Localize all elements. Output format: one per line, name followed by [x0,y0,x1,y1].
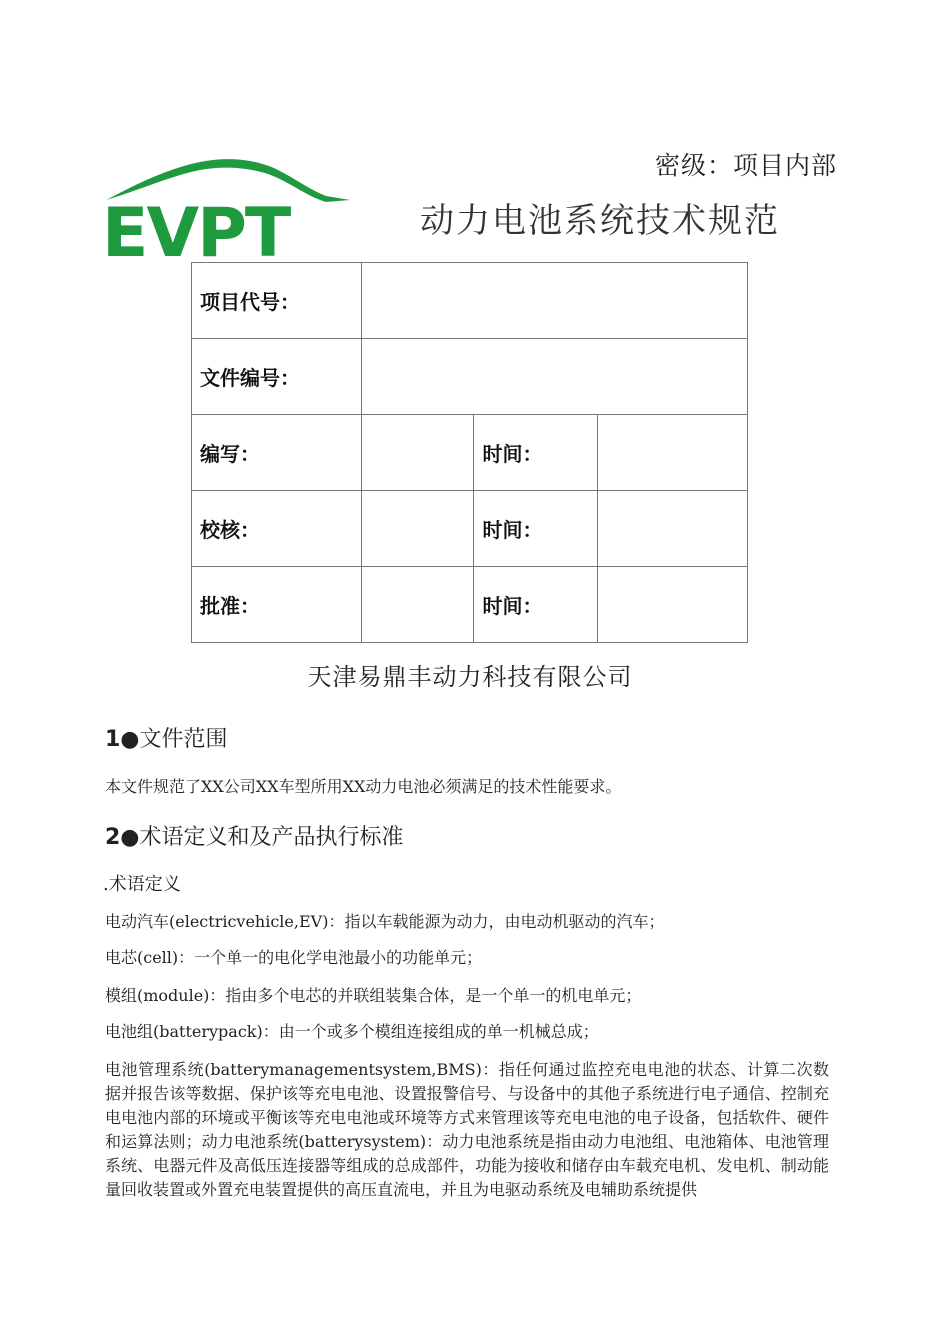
table-row [192,263,748,339]
section-1-text: 本文件规范了XX公司XX车型所用XX动力电池必须满足的技术性能要求。 [105,777,622,796]
approver-label: 批准： [192,567,362,643]
section-2-heading [105,820,404,851]
logo-wordmark: EVPT [102,194,290,262]
document-title: 动力电池系统技术规范 [420,201,780,241]
term-definitions-subheading: .术语定义 [103,874,181,895]
writer-value [361,415,474,491]
term-battery-pack: 电池组(batterypack)：由一个或多个模组连接组成的单一机械总成； [105,1022,599,1041]
company-name: 天津易鼎丰动力科技有限公司 [307,663,633,691]
approver-value [361,567,474,643]
writer-time-value [598,415,748,491]
project-code-value [361,263,747,339]
checker-time-label: 时间： [474,491,598,567]
table-row [192,567,748,643]
section-1-title: 文件范围 [139,727,228,752]
term-bms-and-battery-system: 电池管理系统(batterymanagementsystem,BMS)：指任何通过监控充电电池的状态、计算二次数据并报告该等数据、保护该等充电电池、设置报警信号、与设备中的其他子系统进行电子通信、控制充电电池内部的环境或平衡该等充电电池或环境等方式来管理该等充电电池的电子设备，包括软件、硬件和运算法则；动力电池系统(batterysystem)：动力电池系统是指由动力电池组、电池箱体、电池管理系统、电器元件及高低压连接器等组成的总成部件，功能为接收和储存由车载充电机、发电机、制动能量回收装置或外置充电装置提供的高压直流电，并且为电驱动系统及电辅助系统提供 [105,1060,829,1199]
term-module: 模组(module)：指由多个电芯的并联组装集合体，是一个单一的机电单元； [105,986,642,1005]
section-2-number: 2● [105,825,140,850]
table-row [192,339,748,415]
file-number-value [361,339,747,415]
evpt-logo [100,152,352,262]
table-row [192,415,748,491]
approver-time-label: 时间： [474,567,598,643]
checker-time-value [598,491,748,567]
table-row [192,491,748,567]
security-level: 密级：项目内部 [655,151,838,180]
term-ev: 电动汽车(electricvehicle,EV)：指以车载能源为动力，由电动机驱动的汽车； [105,912,665,931]
document-info-table [191,262,748,643]
checker-label: 校核： [192,491,362,567]
project-code-label: 项目代号： [192,263,362,339]
writer-label: 编写： [192,415,362,491]
approver-time-value [598,567,748,643]
section-1-number: 1● [105,727,140,752]
section-2-title: 术语定义和及产品执行标准 [139,825,404,850]
term-cell: 电芯(cell)：一个单一的电化学电池最小的功能单元； [105,948,483,967]
section-1-heading [105,722,228,753]
file-number-label: 文件编号： [192,339,362,415]
checker-value [361,491,474,567]
writer-time-label: 时间： [474,415,598,491]
